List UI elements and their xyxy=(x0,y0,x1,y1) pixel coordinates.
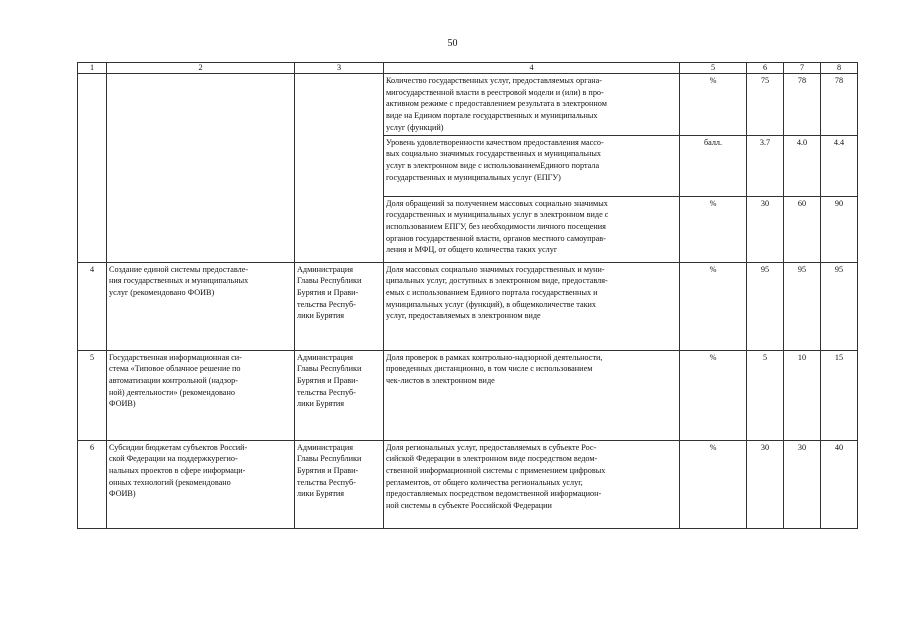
text-line: Доля проверок в рамках контрольно-надзорной деятельности, xyxy=(386,352,603,362)
text-line: предоставляемых посредством ведомственной информацион- xyxy=(386,489,602,499)
responsible-org xyxy=(295,440,384,528)
text-line: Субсидии бюджетам субъектов Россий- xyxy=(109,442,248,452)
value-2019: 30 xyxy=(747,196,784,262)
column-header: 1 xyxy=(78,63,107,74)
text-line: Создание единой системы предоставле- xyxy=(109,264,249,274)
text-line: лики Бурятия xyxy=(297,311,345,321)
column-header: 5 xyxy=(680,63,747,74)
value-2021: 78 xyxy=(821,74,858,136)
responsible-org xyxy=(295,350,384,440)
text-line: ной) деятельности» (рекомендовано xyxy=(109,387,235,397)
text-line: Государственная информационная си- xyxy=(109,352,242,362)
text-line: стема «Типовое облачное решение по xyxy=(109,364,241,374)
column-header: 6 xyxy=(747,63,784,74)
text-line: органов государственной власти, органов местного самоуправ- xyxy=(386,233,606,243)
indicators-table xyxy=(77,62,858,529)
text-line: Бурятия и Прави- xyxy=(297,287,359,297)
text-line: автоматизации контрольной (надзор- xyxy=(109,375,238,385)
text-line: активном режиме с предоставлением результата в электронном xyxy=(386,99,607,109)
responsible-org xyxy=(295,74,384,263)
value-2020: 10 xyxy=(784,350,821,440)
table-row xyxy=(78,440,858,528)
text-line: государственных и муниципальных услуг (ЕПГУ) xyxy=(386,172,561,182)
text-line: мигосударственной власти в реестровой модели и (или) в про- xyxy=(386,87,604,97)
text-line: Количество государственных услуг, предоставляемых органа- xyxy=(386,76,602,85)
text-line: емых с использованием Единого портала государственных и xyxy=(386,287,598,297)
value-2020: 4.0 xyxy=(784,135,821,196)
indicator-text xyxy=(384,350,680,440)
row-number: 6 xyxy=(78,440,107,528)
text-line: ципальных услуг, доступных в электронном виде, предоставля- xyxy=(386,276,608,286)
page-number: 50 xyxy=(447,38,458,49)
value-2021: 95 xyxy=(821,262,858,350)
text-line: тельства Респуб- xyxy=(297,387,356,397)
row-number: 4 xyxy=(78,262,107,350)
unit-cell: % xyxy=(680,350,747,440)
row-number xyxy=(78,74,107,263)
text-line: лики Бурятия xyxy=(297,489,345,499)
value-2021: 40 xyxy=(821,440,858,528)
value-2021: 90 xyxy=(821,196,858,262)
text-line: услуг (функций) xyxy=(386,122,444,132)
text-line: Главы Республики xyxy=(297,364,362,374)
value-2019: 3.7 xyxy=(747,135,784,196)
text-line: муниципальных услуг (функций), в общемколичестве таких xyxy=(386,299,597,309)
text-line: ФОИВ) xyxy=(109,399,136,409)
text-line: ственной информационной системы с применением цифровых xyxy=(386,465,606,475)
text-line: Администрация xyxy=(297,352,353,362)
value-2020: 95 xyxy=(784,262,821,350)
column-header: 2 xyxy=(107,63,295,74)
text-line: тельства Респуб- xyxy=(297,477,356,487)
text-line: лики Бурятия xyxy=(297,399,345,409)
text-line: нальных проектов в сфере информаци- xyxy=(109,465,246,475)
text-line: Доля обращений за получением массовых социально значимых xyxy=(386,198,608,208)
text-line: вых социально значимых государственных и муниципальных xyxy=(386,149,601,159)
text-line: ления и МФЦ, от общего количества таких услуг xyxy=(386,245,558,255)
table-row xyxy=(78,350,858,440)
unit-cell: % xyxy=(680,440,747,528)
header-row xyxy=(78,63,858,74)
unit-cell: % xyxy=(680,196,747,262)
text-line: Главы Республики xyxy=(297,454,362,464)
text-line: ной системы в субъекте Российской Федерации xyxy=(386,501,552,511)
unit-cell: % xyxy=(680,74,747,136)
text-line: Бурятия и Прави- xyxy=(297,375,359,385)
text-line: государственных и муниципальных услуг в электронном виде с xyxy=(386,210,609,220)
project-name xyxy=(107,440,295,528)
text-line: регламентов, от общего количества региональных услуг, xyxy=(386,477,583,487)
text-line: ФОИВ) xyxy=(109,489,136,499)
project-name xyxy=(107,350,295,440)
text-line: Бурятия и Прави- xyxy=(297,465,359,475)
row-number: 5 xyxy=(78,350,107,440)
unit-cell: балл. xyxy=(680,135,747,196)
indicator-text xyxy=(384,262,680,350)
text-line: услуг, предоставляемых в электронном виде xyxy=(386,311,541,321)
value-2019: 5 xyxy=(747,350,784,440)
text-line: тельства Респуб- xyxy=(297,299,356,309)
text-line: Администрация xyxy=(297,264,353,274)
text-line: онных технологий (рекомендовано xyxy=(109,477,231,487)
value-2020: 30 xyxy=(784,440,821,528)
unit-cell: % xyxy=(680,262,747,350)
indicator-text xyxy=(384,135,680,196)
value-2020: 60 xyxy=(784,196,821,262)
indicator-text xyxy=(384,440,680,528)
column-header: 8 xyxy=(821,63,858,74)
text-line: использованием ЕПГУ, без необходимости личного посещения xyxy=(386,221,606,231)
text-line: услуг в электронном виде с использованиемЕдиного портала xyxy=(386,160,600,170)
text-line: услуг (рекомендовано ФОИВ) xyxy=(109,287,215,297)
project-name xyxy=(107,262,295,350)
column-header: 4 xyxy=(384,63,680,74)
text-line: ской Федерации на поддержкурегио- xyxy=(109,454,238,464)
text-line: Администрация xyxy=(297,442,353,452)
text-line: ния государственных и муниципальных xyxy=(109,276,249,286)
value-2020: 78 xyxy=(784,74,821,136)
table-row xyxy=(78,262,858,350)
value-2019: 30 xyxy=(747,440,784,528)
column-header: 7 xyxy=(784,63,821,74)
indicator-text xyxy=(384,196,680,262)
table-row xyxy=(78,74,858,136)
value-2021: 15 xyxy=(821,350,858,440)
value-2019: 95 xyxy=(747,262,784,350)
text-line: проведенных дистанционно, в том числе с использованием xyxy=(386,364,593,374)
indicator-text xyxy=(384,74,680,136)
column-header: 3 xyxy=(295,63,384,74)
text-line: Главы Республики xyxy=(297,276,362,286)
text-line: Доля массовых социально значимых государственных и муни- xyxy=(386,264,605,274)
responsible-org xyxy=(295,262,384,350)
value-2021: 4.4 xyxy=(821,135,858,196)
value-2019: 75 xyxy=(747,74,784,136)
text-line: виде на Едином портале государственных и муниципальных xyxy=(386,111,598,121)
text-line: сийской Федерации в электронном виде посредством ведом- xyxy=(386,454,598,464)
text-line: чек-листов в электронном виде xyxy=(386,375,495,385)
project-name xyxy=(107,74,295,263)
text-line: Уровень удовлетворенности качеством предоставления массо- xyxy=(386,137,604,147)
text-line: Доля региональных услуг, предоставляемых в субъекте Рос- xyxy=(386,442,597,452)
